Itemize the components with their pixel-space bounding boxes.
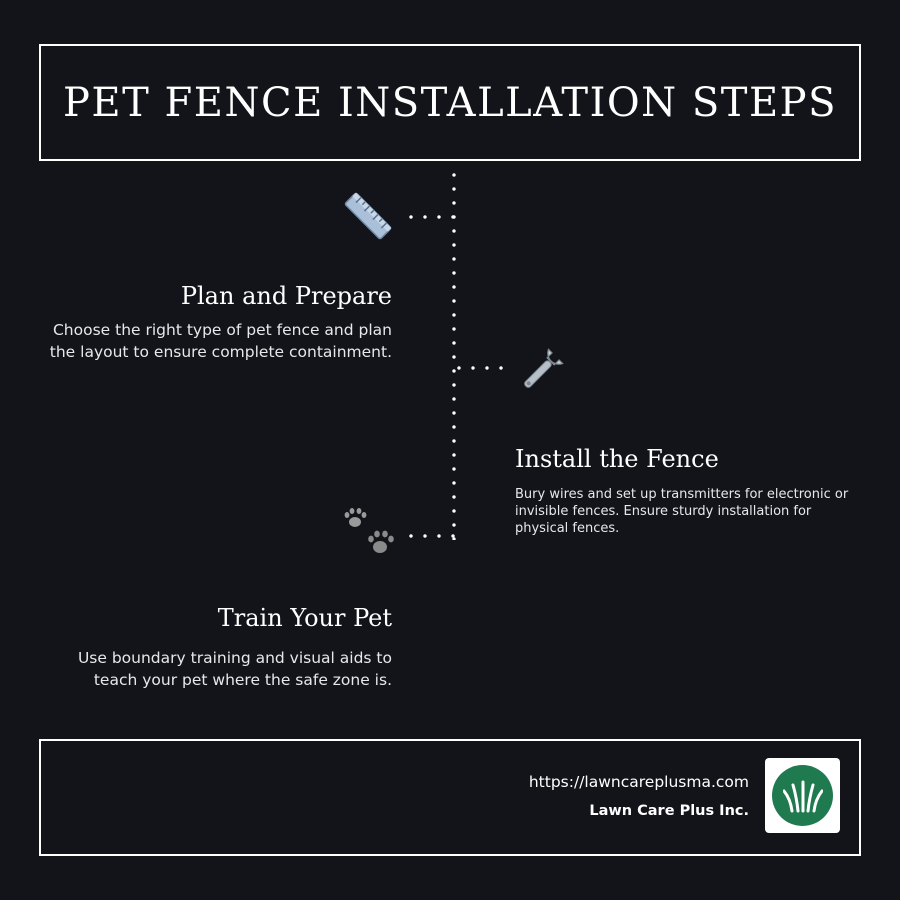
grass-logo-icon <box>772 765 833 826</box>
step-2-title: Install the Fence <box>515 445 719 473</box>
timeline-line <box>452 168 456 540</box>
website-link[interactable]: https://lawncareplusma.com <box>528 773 749 791</box>
company-name: Lawn Care Plus Inc. <box>589 803 749 819</box>
page-title: PET FENCE INSTALLATION STEPS <box>63 79 837 126</box>
step-3-connector <box>404 534 456 538</box>
footer <box>39 739 861 856</box>
title-box <box>39 44 861 161</box>
step-2-description: Bury wires and set up transmitters for electronic or invisible fences. Ensure sturdy installation for physical fences. <box>515 487 849 536</box>
step-1-description: Choose the right type of pet fence and plan the layout to ensure complete containment. <box>49 321 392 361</box>
paw-prints-icon <box>340 506 396 562</box>
company-logo <box>765 758 840 833</box>
step-2-connector <box>452 366 504 370</box>
step-3-title: Train Your Pet <box>217 604 392 632</box>
step-3-description: Use boundary training and visual aids to teach your pet where the safe zone is. <box>77 649 392 689</box>
step-1-title: Plan and Prepare <box>180 282 392 310</box>
step-1-connector <box>404 215 456 219</box>
wrench-icon <box>512 344 568 400</box>
ruler-icon <box>340 188 396 244</box>
